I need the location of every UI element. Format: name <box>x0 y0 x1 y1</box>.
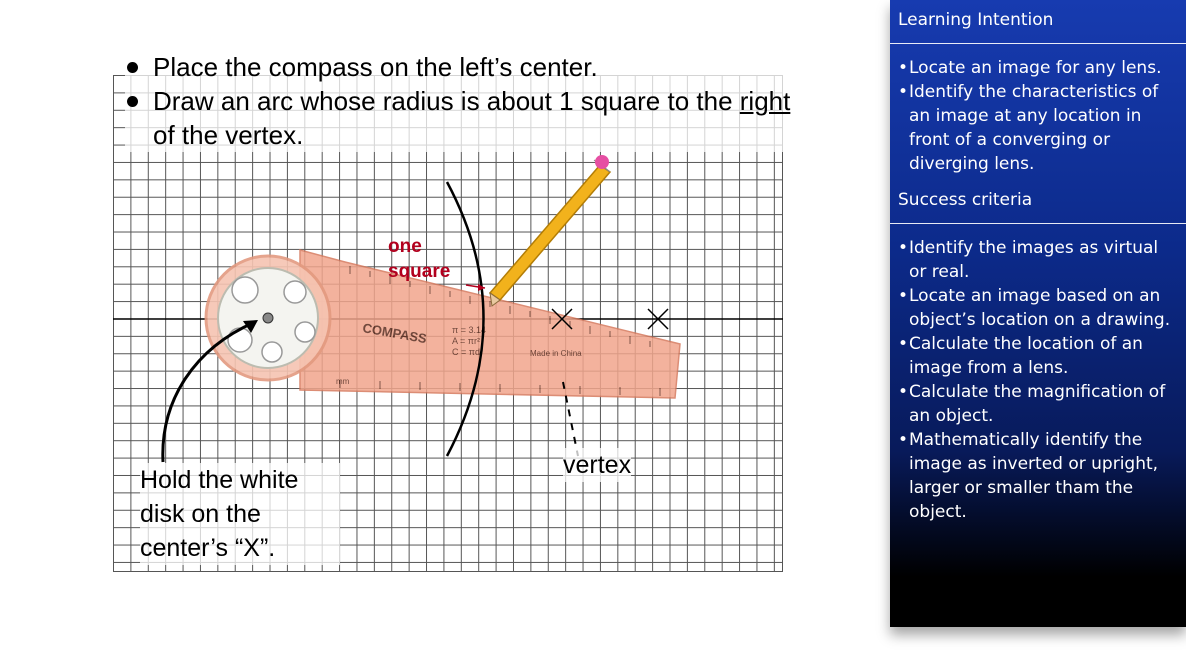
one-square-label: one square <box>388 236 451 282</box>
instruction-bullet-1: Place the compass on the left’s center. <box>125 50 805 84</box>
success-item: • Identify the images as virtual or real. <box>898 236 1172 284</box>
success-item: • Calculate the location of an image from a lens. <box>898 332 1172 380</box>
underlined-word: right <box>739 86 791 116</box>
learning-intention-list <box>890 44 1186 176</box>
compass-ruler <box>300 250 680 398</box>
success-item: • Calculate the magnification of an object. <box>898 380 1172 428</box>
hold-disk-caption: Hold the white disk on the center’s “X”. <box>140 463 340 565</box>
compass-made-in-text: Made in China <box>530 349 582 358</box>
success-criteria-list <box>890 224 1186 524</box>
success-item: • Locate an image based on an object’s location on a drawing. <box>898 284 1172 332</box>
compass-disk <box>206 256 330 380</box>
instruction-list <box>125 50 805 152</box>
compass-formula-2: A = πr² <box>452 336 480 346</box>
compass-formula-1: π = 3.14 <box>452 325 486 335</box>
learning-intention-heading: Learning Intention <box>898 10 1054 30</box>
success-item: • Mathematically identify the image as inverted or upright, larger or smaller tham the object. <box>898 428 1172 524</box>
success-criteria-heading: Success criteria <box>898 190 1033 210</box>
compass-formula-3: C = πd <box>452 347 480 357</box>
divider <box>890 43 1186 44</box>
compass-unit-text: mm <box>336 377 350 386</box>
instruction-bullet-2: Draw an arc whose radius is about 1 square to the right of the vertex. <box>125 84 805 152</box>
learning-item: • Locate an image for any lens. <box>898 56 1172 80</box>
objectives-sidebar <box>890 0 1186 627</box>
learning-item: • Identify the characteristics of an image at any location in front of a converging or diverging lens. <box>898 80 1172 176</box>
vertex-label: vertex <box>563 448 631 482</box>
compass-brand-text: COMPASS <box>361 320 428 347</box>
pencil <box>490 155 610 306</box>
divider <box>890 223 1186 224</box>
